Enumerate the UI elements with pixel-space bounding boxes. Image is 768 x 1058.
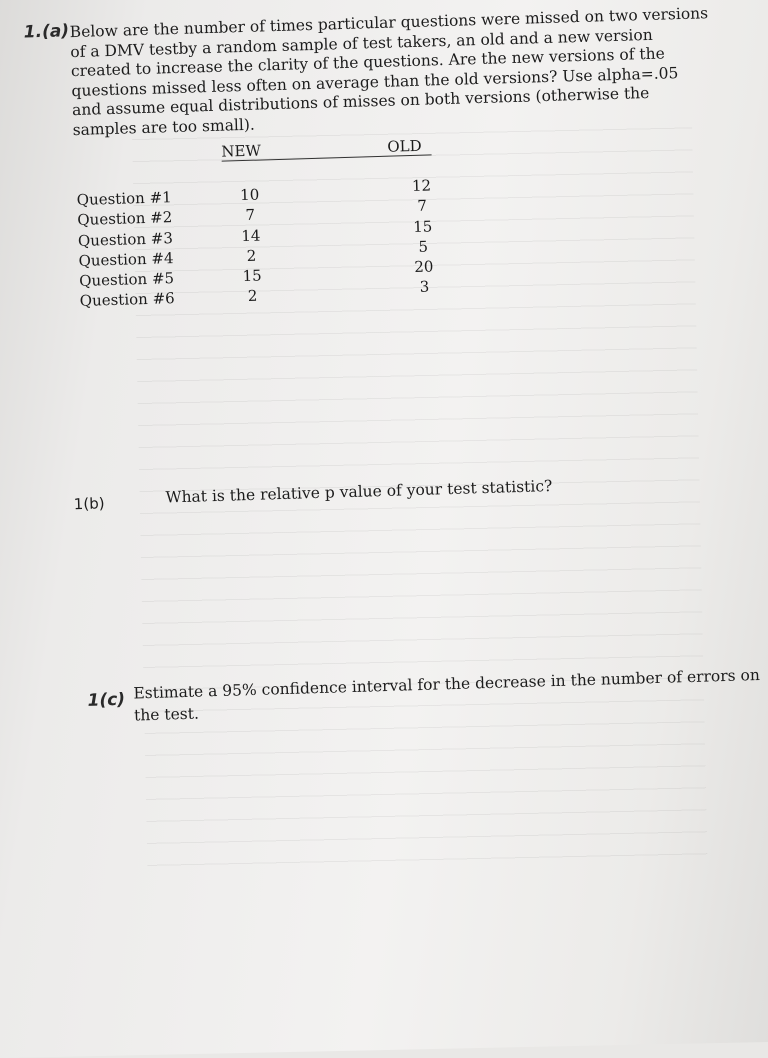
old-values-column	[406, 175, 440, 298]
header-old: OLD	[387, 136, 422, 156]
row-label: Question #4	[78, 249, 174, 270]
old-value: 7	[417, 196, 428, 216]
old-value: 5	[418, 237, 429, 256]
part-a-question: Below are the number of times particular questions were missed on two versions of a DMV testby a random sample of test takers, an old and a new version created to increase the clarity of the questions. Are the new versions of the questions missed less often on average than the old versions? Use alpha=.05 and assume equal distributions of misses on both versions (otherwise the samples are too small).	[69, 4, 709, 140]
old-value: 20	[414, 257, 434, 277]
new-value: 14	[241, 226, 261, 245]
old-value: 3	[419, 278, 430, 297]
row-label: Question #5	[78, 269, 175, 291]
part-c-label: 1(c)	[87, 689, 126, 711]
part-b-label: 1(b)	[73, 494, 105, 514]
part-a-label: 1.(a)	[23, 21, 70, 43]
new-value: 2	[247, 287, 258, 306]
row-label: Question #1	[76, 188, 172, 209]
part-c-question: Estimate a 95% confidence interval for the decrease in the number of errors on the test.	[133, 665, 761, 725]
table-header	[221, 136, 431, 161]
question-labels	[76, 187, 175, 312]
header-new: NEW	[221, 141, 262, 161]
old-value: 12	[411, 176, 432, 196]
part-b-question: What is the relative p value of your test statistic?	[165, 477, 553, 507]
new-value: 15	[242, 266, 262, 286]
new-value: 2	[246, 246, 257, 265]
row-label: Question #2	[77, 208, 173, 230]
old-value: 15	[412, 217, 433, 236]
row-label: Question #6	[79, 289, 175, 311]
new-value: 10	[239, 185, 260, 205]
row-label: Question #3	[77, 228, 174, 250]
new-values-column	[234, 184, 268, 307]
new-value: 7	[245, 205, 256, 225]
